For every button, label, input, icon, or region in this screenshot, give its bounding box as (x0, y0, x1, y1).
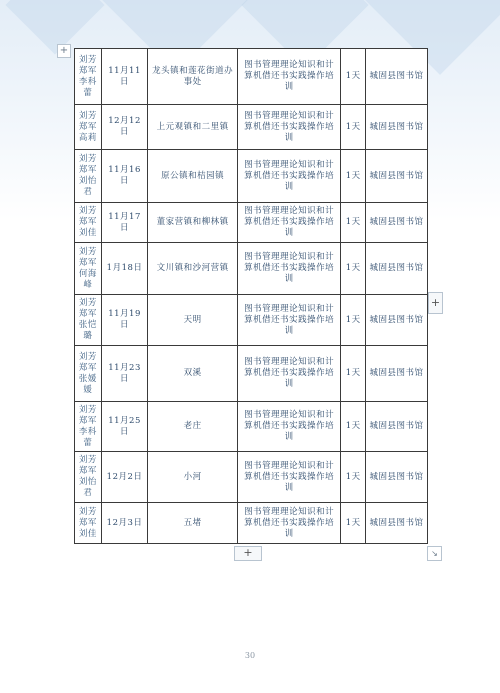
table-row (75, 295, 428, 346)
trainer-names-cell[interactable]: 刘芳郑军何海峰 (75, 243, 102, 295)
organizer-cell[interactable]: 城固县图书馆 (366, 203, 428, 243)
table-row (75, 503, 428, 544)
organizer-cell[interactable]: 城固县图书馆 (366, 150, 428, 203)
trainer-names-cell[interactable]: 刘芳郑军刘怡君 (75, 150, 102, 203)
organizer-cell[interactable]: 城固县图书馆 (366, 105, 428, 150)
duration-cell[interactable]: 1天 (341, 402, 366, 452)
table-row (75, 49, 428, 105)
add-column-icon[interactable]: + (428, 292, 443, 314)
training-topic-cell[interactable]: 图书管理理论知识和计算机借还书实践操作培训 (238, 105, 341, 150)
training-topic-cell[interactable]: 图书管理理论知识和计算机借还书实践操作培训 (238, 150, 341, 203)
date-cell[interactable]: 11月11日 (101, 49, 147, 105)
date-cell[interactable]: 12月3日 (101, 503, 147, 544)
add-row-icon[interactable]: + (234, 546, 262, 561)
organizer-cell[interactable]: 城固县图书馆 (366, 503, 428, 544)
trainer-names-cell[interactable]: 刘芳郑军张恺璐 (75, 295, 102, 346)
location-cell[interactable]: 天明 (148, 295, 238, 346)
table-row (75, 452, 428, 503)
table-row (75, 243, 428, 295)
training-schedule-table (74, 48, 428, 544)
trainer-names-cell[interactable]: 刘芳郑军刘佳 (75, 503, 102, 544)
duration-cell[interactable]: 1天 (341, 243, 366, 295)
page-number: 30 (244, 651, 256, 660)
trainer-names-cell[interactable]: 刘芳郑军高莉 (75, 105, 102, 150)
duration-cell[interactable]: 1天 (341, 105, 366, 150)
duration-cell[interactable]: 1天 (341, 346, 366, 402)
organizer-cell[interactable]: 城固县图书馆 (366, 243, 428, 295)
table-row (75, 150, 428, 203)
location-cell[interactable]: 文川镇和沙河营镇 (148, 243, 238, 295)
duration-cell[interactable]: 1天 (341, 503, 366, 544)
date-cell[interactable]: 12月12日 (101, 105, 147, 150)
date-cell[interactable]: 12月2日 (101, 452, 147, 503)
duration-cell[interactable]: 1天 (341, 452, 366, 503)
training-topic-cell[interactable]: 图书管理理论知识和计算机借还书实践操作培训 (238, 49, 341, 105)
organizer-cell[interactable]: 城固县图书馆 (366, 49, 428, 105)
date-cell[interactable]: 11月17日 (101, 203, 147, 243)
location-cell[interactable]: 双溪 (148, 346, 238, 402)
trainer-names-cell[interactable]: 刘芳郑军李科蕾 (75, 402, 102, 452)
duration-cell[interactable]: 1天 (341, 203, 366, 243)
training-topic-cell[interactable]: 图书管理理论知识和计算机借还书实践操作培训 (238, 346, 341, 402)
organizer-cell[interactable]: 城固县图书馆 (366, 346, 428, 402)
duration-cell[interactable]: 1天 (341, 295, 366, 346)
table-row (75, 346, 428, 402)
table-row (75, 203, 428, 243)
date-cell[interactable]: 11月19日 (101, 295, 147, 346)
table-row (75, 105, 428, 150)
location-cell[interactable]: 小河 (148, 452, 238, 503)
location-cell[interactable]: 老庄 (148, 402, 238, 452)
trainer-names-cell[interactable]: 刘芳郑军刘怡君 (75, 452, 102, 503)
trainer-names-cell[interactable]: 刘芳郑军李科蕾 (75, 49, 102, 105)
date-cell[interactable]: 11月16日 (101, 150, 147, 203)
duration-cell[interactable]: 1天 (341, 150, 366, 203)
training-topic-cell[interactable]: 图书管理理论知识和计算机借还书实践操作培训 (238, 295, 341, 346)
date-cell[interactable]: 11月25日 (101, 402, 147, 452)
organizer-cell[interactable]: 城固县图书馆 (366, 452, 428, 503)
organizer-cell[interactable]: 城固县图书馆 (366, 402, 428, 452)
training-topic-cell[interactable]: 图书管理理论知识和计算机借还书实践操作培训 (238, 503, 341, 544)
date-cell[interactable]: 1月18日 (101, 243, 147, 295)
table-move-handle-icon[interactable]: + (57, 44, 71, 58)
location-cell[interactable]: 上元观镇和二里镇 (148, 105, 238, 150)
training-topic-cell[interactable]: 图书管理理论知识和计算机借还书实践操作培训 (238, 452, 341, 503)
duration-cell[interactable]: 1天 (341, 49, 366, 105)
location-cell[interactable]: 龙头镇和莲花街道办事处 (148, 49, 238, 105)
organizer-cell[interactable]: 城固县图书馆 (366, 295, 428, 346)
training-topic-cell[interactable]: 图书管理理论知识和计算机借还书实践操作培训 (238, 402, 341, 452)
trainer-names-cell[interactable]: 刘芳郑军刘佳 (75, 203, 102, 243)
location-cell[interactable]: 原公镇和桔园镇 (148, 150, 238, 203)
date-cell[interactable]: 11月23日 (101, 346, 147, 402)
table-row (75, 402, 428, 452)
location-cell[interactable]: 董家营镇和柳林镇 (148, 203, 238, 243)
trainer-names-cell[interactable]: 刘芳郑军张媛媛 (75, 346, 102, 402)
table-resize-icon[interactable]: ↘ (427, 546, 442, 561)
decorative-diamond (6, 0, 105, 54)
location-cell[interactable]: 五堵 (148, 503, 238, 544)
training-topic-cell[interactable]: 图书管理理论知识和计算机借还书实践操作培训 (238, 243, 341, 295)
training-topic-cell[interactable]: 图书管理理论知识和计算机借还书实践操作培训 (238, 203, 341, 243)
